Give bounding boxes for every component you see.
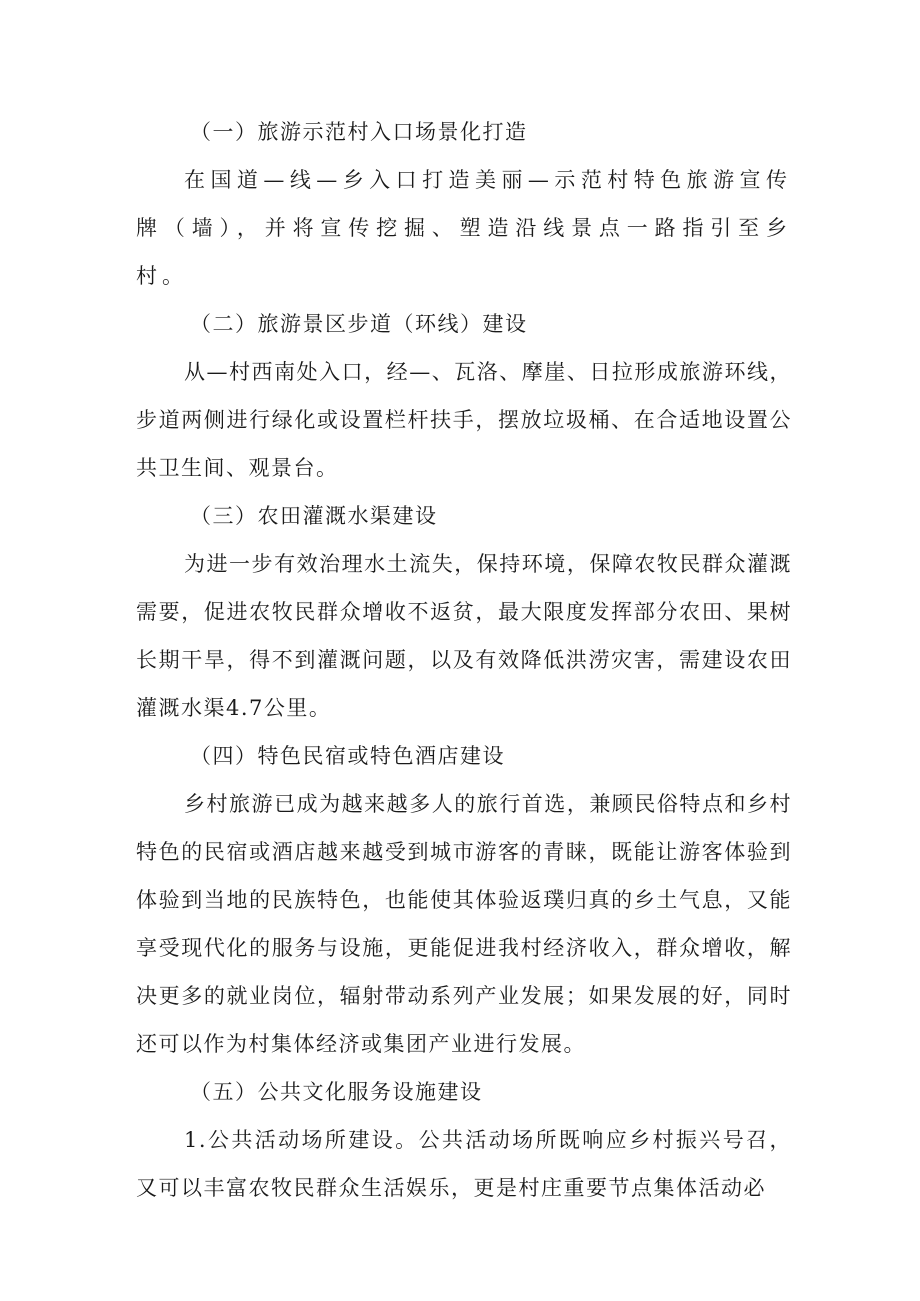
section-paragraph-4: 乡村旅游已成为越来越多人的旅行首选，兼顾民俗特点和乡村特色的民宿或酒店越来越受到城市游客的青睐，既能让游客体验到体验到当地的民族特色，也能使其体验返璞归真的乡土气息，又能享受现代化的服务与设施，更能促进我村经济收入，群众增收，解决更多的就业岗位，辐射带动系列产业发展；如果发展的好，同时还可以作为村集体经济或集团产业进行发展。 — [136, 792, 792, 1056]
section-heading-1: （一）旅游示范村入口场景化打造 — [190, 120, 528, 144]
section-paragraph-3: 为进一步有效治理水土流失，保持环境，保障农牧民群众灌溉需要，促进农牧民群众增收不返贫，最大限度发挥部分农田、果树长期干旱，得不到灌溉问题，以及有效降低洪涝灾害，需建设农田灌溉水渠4.7公里。 — [136, 552, 792, 720]
section-paragraph-1: 在国道—线—乡入口打造美丽—示范村特色旅游宣传牌（墙），并将宣传挖掘、塑造沿线景点一路指引至乡村。 — [136, 168, 792, 288]
section-paragraph-5: 1.公共活动场所建设。公共活动场所既响应乡村振兴号召，又可以丰富农牧民群众生活娱乐，更是村庄重要节点集体活动必 — [136, 1128, 792, 1200]
section-heading-2: （二）旅游景区步道（环线）建设 — [190, 312, 528, 336]
section-heading-5: （五）公共文化服务设施建设 — [190, 1080, 483, 1104]
section-heading-4: （四）特色民宿或特色酒店建设 — [190, 744, 505, 768]
section-heading-3: （三）农田灌溉水渠建设 — [190, 504, 438, 528]
section-paragraph-2: 从—村西南处入口，经—、瓦洛、摩崖、日拉形成旅游环线，步道两侧进行绿化或设置栏杆扶手，摆放垃圾桶、在合适地设置公共卫生间、观景台。 — [136, 360, 792, 480]
document-body — [136, 108, 792, 1212]
